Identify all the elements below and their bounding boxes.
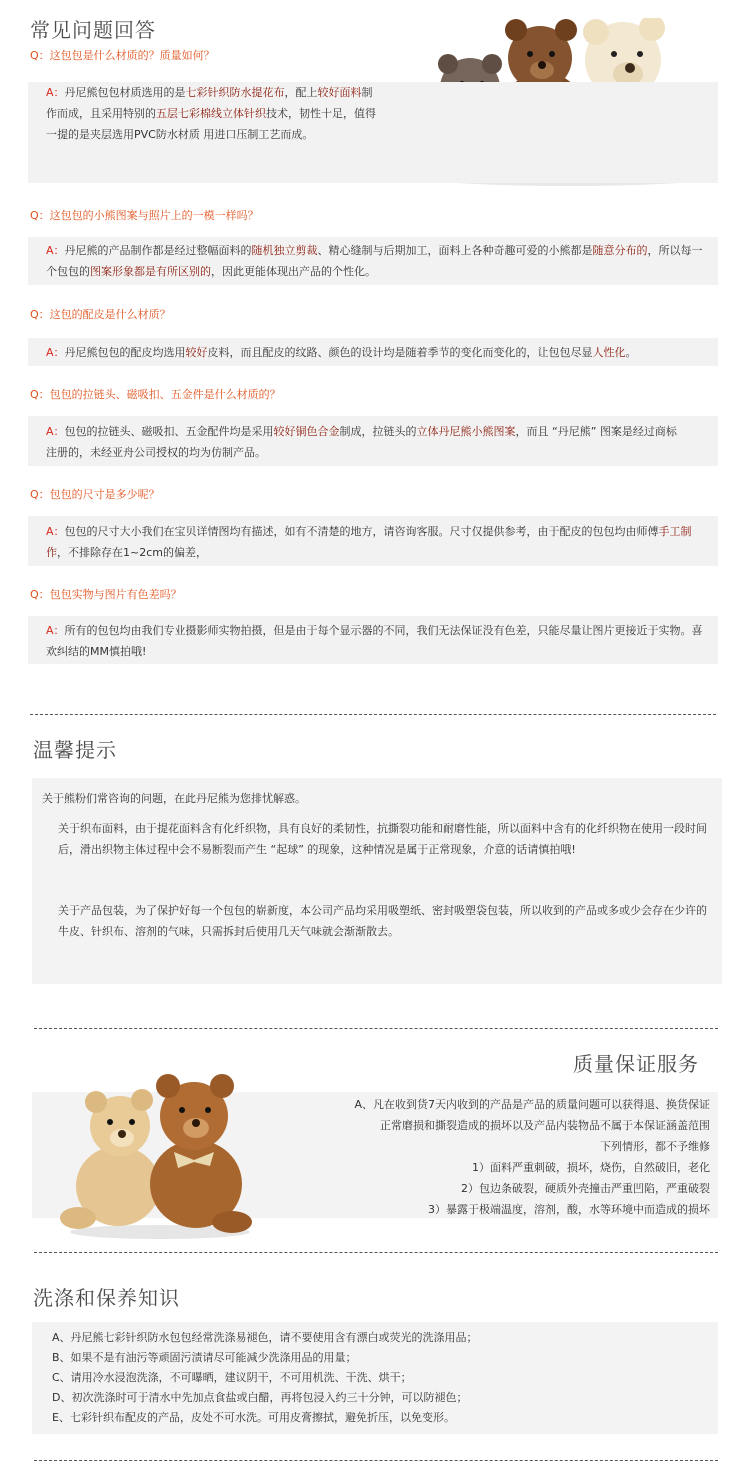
- tips-title: 温馨提示: [33, 738, 117, 762]
- divider-2: [34, 1028, 718, 1029]
- hugging-bears-image: [56, 1068, 262, 1240]
- faq-answer-1: A：丹尼熊包包材质选用的是七彩针织防水提花布，配上较好面料制作而成，且采用特别的五层七彩棉线立体针织技术，韧性十足，值得一提的是夹层选用PVC防水材质 用进口压制工艺而成。: [46, 86, 376, 141]
- answer-label: A：: [46, 86, 65, 99]
- care-title: 洗涤和保养知识: [33, 1286, 180, 1310]
- faq-title: 常见问题回答: [30, 18, 156, 42]
- divider-4: [34, 1460, 718, 1461]
- faq-question-1: Q：这包包是什么材质的？质量如何？: [30, 49, 215, 62]
- service-line-1: A、凡在收到货7天内收到的产品是产品的质量问题可以获得退、换货保证: [354, 1098, 710, 1111]
- care-line-e: E、七彩针织布配皮的产品，皮处不可水洗。可用皮膏擦拭，避免折压，以免变形。: [52, 1411, 455, 1424]
- service-line-4: 1）面料严重刺破，损坏，烧伤，自然破旧，老化: [472, 1161, 710, 1174]
- care-line-a: A、丹尼熊七彩针织防水包包经常洗涤易褪色，请不要使用含有漂白或荧光的洗涤用品；: [52, 1331, 478, 1344]
- service-line-2: 正常磨损和撕裂造成的损坏以及产品内装物品不属于本保证涵盖范围: [380, 1119, 710, 1132]
- faq-question-2: Q：这包包的小熊图案与照片上的一模一样吗？: [30, 209, 259, 222]
- faq-answer-4: A：包包的拉链头、磁吸扣、五金配件均是采用较好铜色合金制成，拉链头的立体丹尼熊小熊图案，而且 “丹尼熊” 图案是经过商标注册的，未经亚舟公司授权的均为仿制产品。: [46, 425, 677, 459]
- service-line-3: 下列情形，都不予维修: [600, 1140, 710, 1153]
- faq-question-4: Q：包包的拉链头、磁吸扣、五金件是什么材质的？: [30, 388, 281, 401]
- service-title: 质量保证服务: [573, 1052, 699, 1076]
- service-line-5: 2）包边条破裂，硬质外壳撞击严重凹陷，严重破裂: [461, 1182, 710, 1195]
- faq-answer-6: A：所有的包包均由我们专业摄影师实物拍摄，但是由于每个显示器的不同，我们无法保证没有色差，只能尽量让图片更接近于实物。喜欢纠结的MM慎拍哦!: [46, 624, 703, 658]
- tips-paragraph-fabric: 关于织布面料，由于提花面料含有化纤织物，具有良好的柔韧性，抗撕裂功能和耐磨性能，所以面料中含有的化纤织物在使用一段时间后，滑出织物主体过程中会不易断裂而产生 “起球” 的现象，这种情况是属于正常现象，介意的话请慎拍哦!: [58, 822, 707, 856]
- faq-question-5: Q：包包的尺寸是多少呢？: [30, 488, 160, 501]
- light-bear: [60, 1089, 160, 1229]
- tips-paragraph-packaging: 关于产品包装，为了保护好每一个包包的崭新度，本公司产品均采用吸塑纸、密封吸塑袋包装，所以收到的产品或多或少会存在少许的牛皮、针织布、溶剂的气味，只需拆封后使用几天气味就会渐渐散去。: [58, 904, 707, 938]
- tips-intro: 关于熊粉们常咨询的问题，在此丹尼熊为您排忧解惑。: [42, 792, 306, 805]
- faq-answer-2: A：丹尼熊的产品制作都是经过整幅面料的随机独立剪裁、精心缝制与后期加工，面料上各种奇趣可爱的小熊都是随意分布的，所以每一个包包的图案形象都是有所区别的，因此更能体现出产品的个性化。: [46, 244, 703, 278]
- divider-3: [34, 1252, 718, 1253]
- faq-answer-5: A：包包的尺寸大小我们在宝贝详情图均有描述，如有不清楚的地方，请咨询客服。尺寸仅提供参考，由于配皮的包包均由师傅手工制作，不排除存在1~2cm的偏差，: [46, 525, 692, 559]
- care-line-c: C、请用冷水浸泡洗涤，不可曝晒，建议阴干，不可用机洗、干洗、烘干；: [52, 1371, 412, 1384]
- caramel-bear: [150, 1074, 252, 1233]
- faq-question-3: Q：这包的配皮是什么材质？: [30, 308, 171, 321]
- care-line-d: D、初次洗涤时可于清水中先加点食盐或白醋，再将包浸入约三十分钟，可以防褪色；: [52, 1391, 468, 1404]
- divider-1: [30, 714, 716, 715]
- service-line-6: 3）暴露于极端温度，溶剂，酸，水等环境中而造成的损坏: [428, 1203, 710, 1216]
- faq-question-6: Q：包包实物与图片有色差吗？: [30, 588, 182, 601]
- care-line-b: B、如果不是有油污等顽固污渍请尽可能减少洗涤用品的用量；: [52, 1351, 357, 1364]
- faq-answer-3: A：丹尼熊包包的配皮均选用较好皮料，而且配皮的纹路、颜色的设计均是随着季节的变化而变化的，让包包尽显人性化。: [46, 346, 637, 359]
